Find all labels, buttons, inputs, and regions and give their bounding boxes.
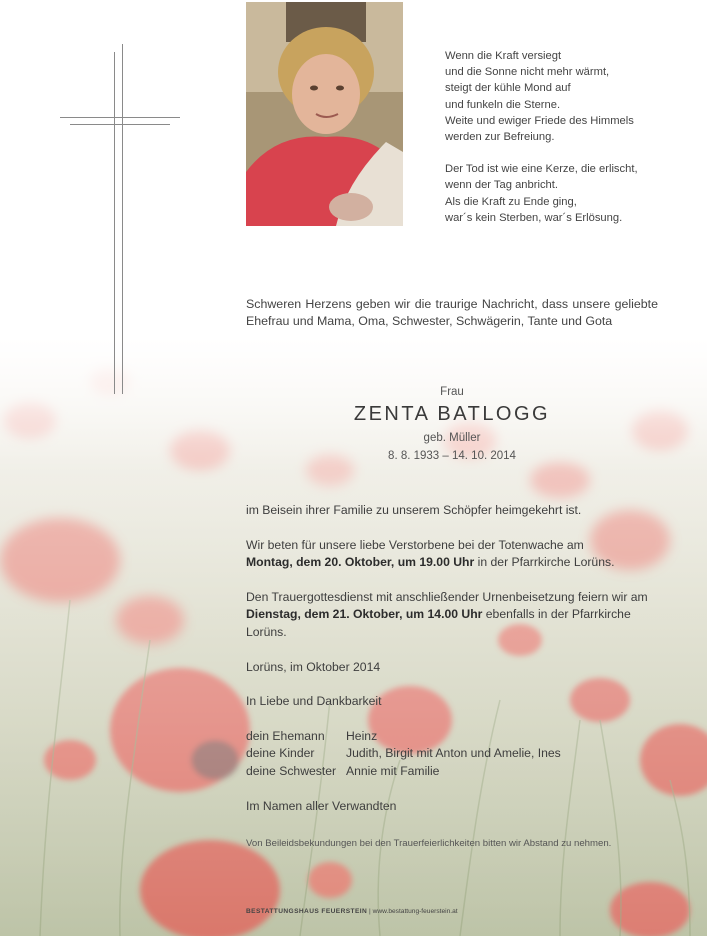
- relative-label: dein Ehemann: [246, 728, 325, 743]
- relative-label: deine Kinder: [246, 746, 315, 761]
- wake-info-text: Wir beten für unsere liebe Verstorbene bei der Totenwache am: [246, 537, 584, 552]
- poem-line: Der Tod ist wie eine Kerze, die erlischt,: [445, 163, 638, 176]
- funeral-info: [246, 589, 666, 642]
- relative-names: Annie mit Familie: [346, 763, 440, 778]
- poem-line: steigt der kühle Mond auf: [445, 82, 571, 95]
- wake-date-time: Montag, dem 20. Oktober, um 19.00 Uhr: [246, 555, 475, 570]
- portrait-photo: [246, 2, 403, 226]
- closing-phrase: In Liebe und Dankbarkeit: [246, 694, 382, 709]
- life-dates: 8. 8. 1933 – 14. 10. 2014: [388, 450, 516, 462]
- relative-label: deine Schwester: [246, 763, 337, 778]
- poem-line: Als die Kraft zu Ende ging,: [445, 195, 577, 208]
- cross-horizontal-line: [70, 124, 170, 125]
- poem-line: war´s kein Sterben, war´s Erlösung.: [445, 211, 623, 224]
- relatives-list: [246, 728, 666, 781]
- announcement-body: [246, 502, 666, 832]
- cross-vertical-line: [122, 44, 123, 394]
- funeral-home-name: BESTATTUNGSHAUS FEUERSTEIN: [246, 908, 368, 915]
- maiden-name: geb. Müller: [423, 432, 481, 444]
- funeral-home-website: www.bestattung-feuerstein.at: [372, 908, 458, 915]
- funeral-date-time: Dienstag, dem 21. Oktober, um 14.00 Uhr: [246, 607, 483, 622]
- wake-location: in der Pfarrkirche Lorüns.: [474, 555, 615, 570]
- announcement-intro: Schweren Herzens geben wir die traurige Nachricht, dass unsere geliebte Ehefrau und Mama, Oma, Schwester, Schwägerin, Tante und Gota: [246, 297, 658, 329]
- deceased-name: ZENTA BATLOGG: [353, 403, 551, 425]
- relative-row: [246, 728, 666, 746]
- footer-separator: |: [369, 908, 371, 915]
- wake-info: [246, 537, 666, 572]
- relative-row: [246, 745, 666, 763]
- passing-statement: im Beisein ihrer Familie zu unserem Schöpfer heimgekehrt ist.: [246, 503, 582, 517]
- relative-row: [246, 763, 666, 781]
- poem-line: wenn der Tag anbricht.: [445, 179, 558, 192]
- poem-stanza-2: [445, 161, 685, 226]
- poem-line: und die Sonne nicht mehr wärmt,: [445, 66, 610, 79]
- relative-names: Judith, Birgit mit Anton und Amelie, Ines: [346, 746, 561, 761]
- footer: [246, 908, 458, 915]
- place-date: Lorüns, im Oktober 2014: [246, 659, 381, 674]
- cross-horizontal-line: [60, 117, 180, 118]
- condolence-note: Von Beileidsbekundungen bei den Trauerfeierlichkeiten bitten wir Abstand zu nehmen.: [246, 838, 612, 849]
- cross-vertical-line: [114, 52, 115, 394]
- funeral-info-text: Den Trauergottesdienst mit anschließender Urnenbeisetzung feiern wir am: [246, 589, 648, 604]
- relative-names: Heinz: [346, 728, 378, 743]
- honorific: Frau: [440, 386, 464, 398]
- poem-line: Weite und ewiger Friede des Himmels: [445, 114, 634, 127]
- poem: [445, 48, 685, 242]
- on-behalf-statement: Im Namen aller Verwandten: [246, 798, 397, 813]
- poem-line: Wenn die Kraft versiegt: [445, 50, 562, 62]
- poem-line: werden zur Befreiung.: [445, 131, 555, 144]
- poem-stanza-1: [445, 48, 685, 145]
- poem-line: und funkeln die Sterne.: [445, 98, 561, 111]
- funeral-location: ebenfalls in der Pfarrkirche Lorüns.: [246, 607, 631, 639]
